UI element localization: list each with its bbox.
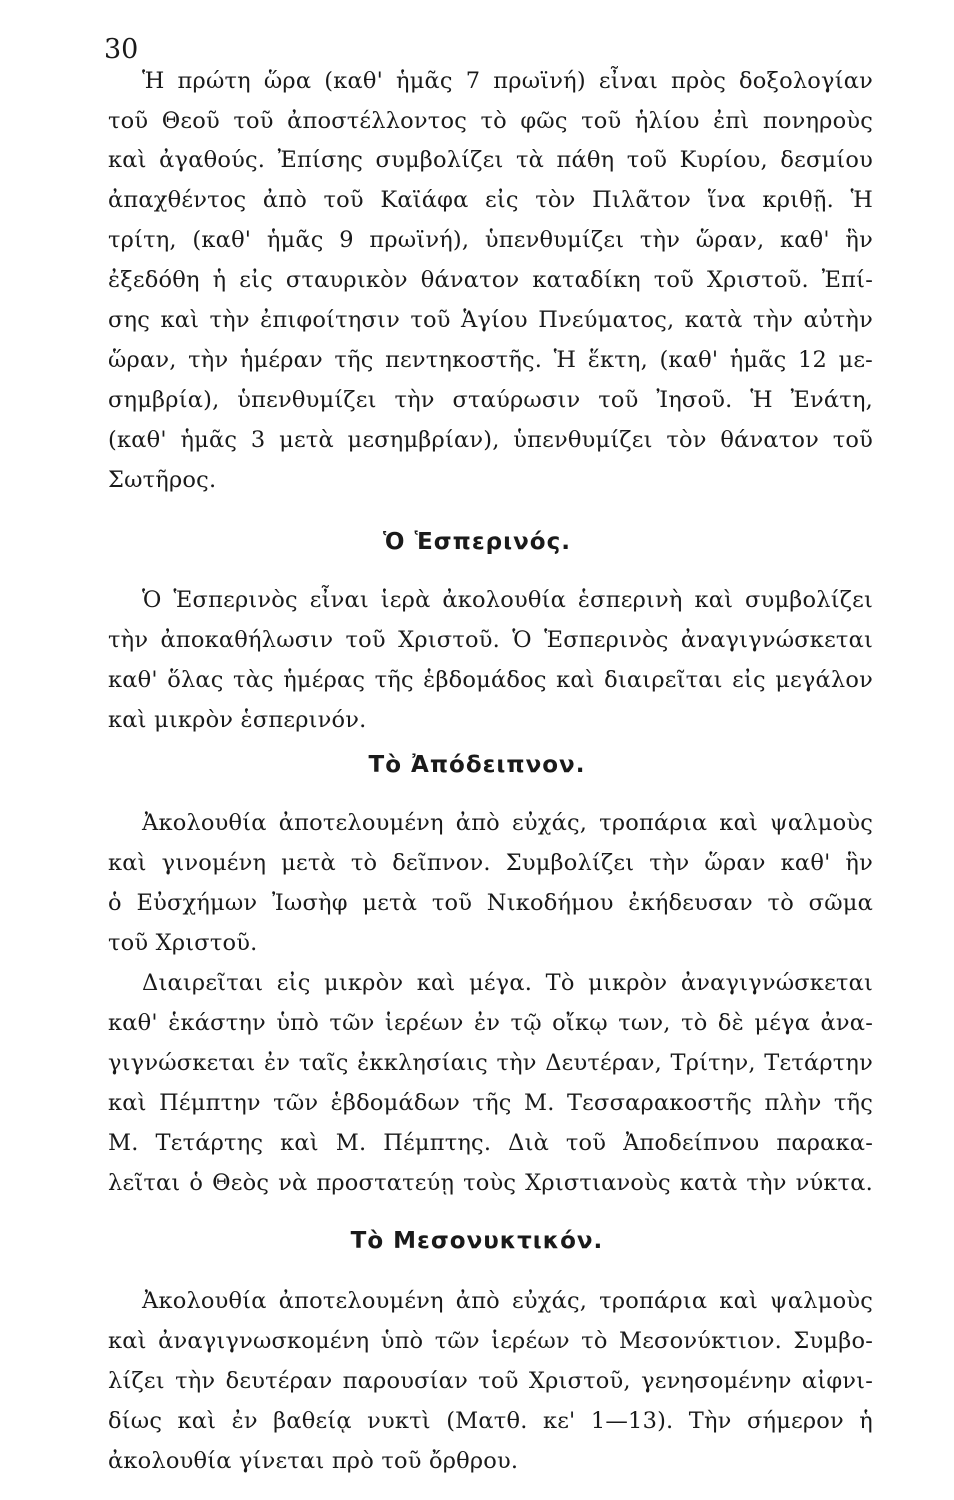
text-line: γιγνώσκεται ἐν ταῖς ἐκκλησίαις τὴν Δευτέραν, Τρίτην, Τετάρτην xyxy=(108,1050,873,1076)
text-line: Ἡ πρώτη ὥρα (καθ' ἡμᾶς 7 πρωϊνή) εἶναι πρὸς δοξολογίαν xyxy=(142,68,873,94)
text-line: Σωτῆρος. xyxy=(108,467,217,493)
text-line: σης καὶ τὴν ἐπιφοίτησιν τοῦ Ἁγίου Πνεύματος, κατὰ τὴν αὐτὴν xyxy=(108,307,873,333)
text-line: ὥραν, τὴν ἡμέραν τῆς πεντηκοστῆς. Ἡ ἕκτη, (καθ' ἡμᾶς 12 με- xyxy=(108,347,873,373)
text-line: καὶ ἀγαθούς. Ἐπίσης συμβολίζει τὰ πάθη τοῦ Κυρίου, δεσμίου xyxy=(108,147,873,173)
text-line: καὶ γινομένη μετὰ τὸ δεῖπνον. Συμβολίζει τὴν ὥραν καθ' ἣν xyxy=(108,850,873,876)
text-line: σημβρία), ὑπενθυμίζει τὴν σταύρωσιν τοῦ Ἰησοῦ. Ἡ Ἐνάτη, xyxy=(108,387,873,413)
text-line: δίως καὶ ἐν βαθείᾳ νυκτὶ (Ματθ. κε' 1—13). Τὴν σήμερον ἡ xyxy=(108,1408,873,1434)
text-line: καθ' ὅλας τὰς ἡμέρας τῆς ἑβδομάδος καὶ διαιρεῖται εἰς μεγάλον xyxy=(108,667,873,693)
text-line: ἀκολουθία γίνεται πρὸ τοῦ ὄρθρου. xyxy=(108,1448,519,1474)
text-line: καθ' ἑκάστην ὑπὸ τῶν ἱερέων ἐν τῷ οἴκῳ των, τὸ δὲ μέγα ἀνα- xyxy=(108,1010,873,1036)
text-line: τοῦ Θεοῦ τοῦ ἀποστέλλοντος τὸ φῶς τοῦ ἡλίου ἐπὶ πονηροὺς xyxy=(108,108,873,134)
text-line: ὁ Εὐσχήμων Ἰωσὴφ μετὰ τοῦ Νικοδήμου ἐκήδευσαν τὸ σῶμα xyxy=(108,890,873,916)
text-line: Ἀκολουθία ἀποτελουμένη ἀπὸ εὐχάς, τροπάρια καὶ ψαλμοὺς xyxy=(142,810,873,836)
page-number: 30 xyxy=(104,34,139,65)
text-line: Διαιρεῖται εἰς μικρὸν καὶ μέγα. Τὸ μικρὸν ἀναγιγνώσκεται xyxy=(142,970,873,996)
text-line: καὶ Πέμπτην τῶν ἑβδομάδων τῆς Μ. Τεσσαρακοστῆς πλὴν τῆς xyxy=(108,1090,873,1116)
text-line: τρίτη, (καθ' ἡμᾶς 9 πρωϊνή), ὑπενθυμίζει τὴν ὥραν, καθ' ἣν xyxy=(108,227,873,253)
text-line: Μ. Τετάρτης καὶ Μ. Πέμπτης. Διὰ τοῦ Ἀποδείπνου παρακα- xyxy=(108,1130,873,1156)
text-line: ἐξεδόθη ἡ εἰς σταυρικὸν θάνατον καταδίκη τοῦ Χριστοῦ. Ἐπί- xyxy=(108,267,873,293)
text-line: λεῖται ὁ Θεὸς νὰ προστατεύῃ τοὺς Χριστιανοὺς κατὰ τὴν νύκτα. xyxy=(108,1170,873,1196)
section-heading-compline: Τὸ Ἀπόδειπνον. xyxy=(368,752,586,778)
section-heading-midnight: Τὸ Μεσονυκτικόν. xyxy=(350,1228,604,1254)
text-line: καὶ μικρὸν ἑσπερινόν. xyxy=(108,707,367,733)
text-line: τοῦ Χριστοῦ. xyxy=(108,930,258,956)
text-line: (καθ' ἡμᾶς 3 μετὰ μεσημβρίαν), ὑπενθυμίζει τὸν θάνατον τοῦ xyxy=(108,427,873,453)
text-line: λίζει τὴν δευτέραν παρουσίαν τοῦ Χριστοῦ, γενησομένην αἰφνι- xyxy=(108,1368,873,1394)
text-line: Ὁ Ἑσπερινὸς εἶναι ἱερὰ ἀκολουθία ἑσπερινὴ καὶ συμβολίζει xyxy=(142,587,873,613)
text-line: τὴν ἀποκαθήλωσιν τοῦ Χριστοῦ. Ὁ Ἑσπερινὸς ἀναγιγνώσκεται xyxy=(108,627,873,653)
section-heading-vespers: Ὁ Ἑσπερινός. xyxy=(383,529,571,555)
text-line: Ἀκολουθία ἀποτελουμένη ἀπὸ εὐχάς, τροπάρια καὶ ψαλμοὺς xyxy=(142,1288,873,1314)
text-line: καὶ ἀναγιγνωσκομένη ὑπὸ τῶν ἱερέων τὸ Μεσονύκτιον. Συμβο- xyxy=(108,1328,873,1354)
text-line: ἀπαχθέντος ἀπὸ τοῦ Καϊάφα εἰς τὸν Πιλᾶτον ἵνα κριθῇ. Ἡ xyxy=(108,187,873,213)
